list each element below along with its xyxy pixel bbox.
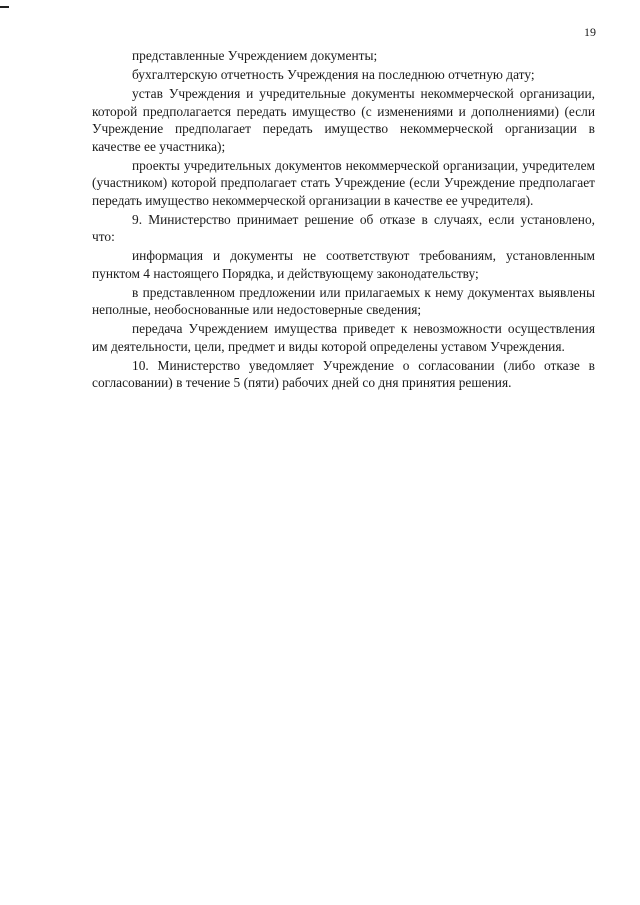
document-body xyxy=(92,47,595,393)
paragraph-draft-documents: проекты учредительных документов некоммерческой организации, учредителем (участником) которой предполагает стать Учреждение (если Учреждение предполагает передать имущество некоммерческой организации в качестве ее учредителя). xyxy=(92,157,595,208)
page-number: 19 xyxy=(584,25,596,39)
paragraph-transfer-impossibility: передача Учреждением имущества приведет к невозможности осуществления им деятельности, цели, предмет и виды которой определены уставом Учреждения. xyxy=(92,321,595,354)
paragraph-noncompliance: информация и документы не соответствуют требованиям, установленным пунктом 4 настоящего Порядка, и действующему законодательству; xyxy=(92,248,595,281)
scan-corner-mark xyxy=(0,6,9,8)
paragraph-submitted-documents: представленные Учреждением документы; xyxy=(132,48,378,63)
paragraph-charter-documents: устав Учреждения и учредительные документы некоммерческой организации, которой предполагается передать имущество (с изменениями и дополнениями) (если Учреждение предполагает передать имущество некоммерческой организации в качестве ее участника); xyxy=(92,86,595,154)
paragraph-item-9: 9. Министерство принимает решение об отказе в случаях, если установлено, что: xyxy=(92,211,595,244)
paragraph-incomplete-info: в представленном предложении или прилагаемых к нему документах выявлены неполные, необоснованные или недостоверные сведения; xyxy=(92,284,595,317)
paragraph-accounting-report: бухгалтерскую отчетность Учреждения на последнюю отчетную дату; xyxy=(132,67,535,82)
paragraph-item-10: 10. Министерство уведомляет Учреждение о согласовании (либо отказе в согласовании) в течение 5 (пяти) рабочих дней со дня принятия решения. xyxy=(92,357,595,390)
